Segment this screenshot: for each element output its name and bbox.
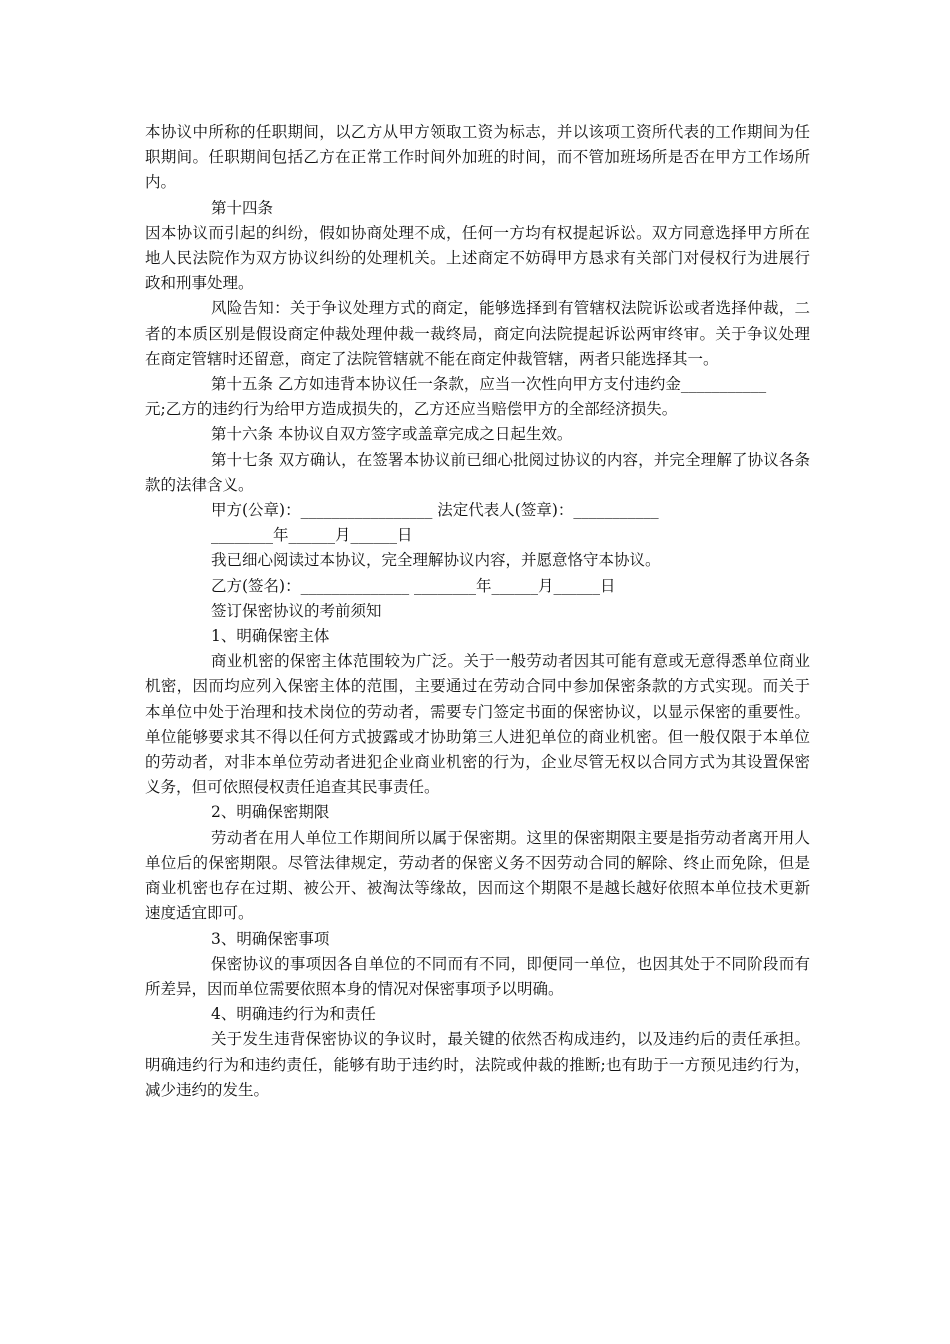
acknowledgement-statement: 我已细心阅读过本协议，完全理解协议内容，并愿意恪守本协议。 bbox=[211, 551, 661, 570]
paragraph-risk-notice: 风险告知：关于争议处理方式的商定，能够选择到有管辖权法院诉讼或者选择仲裁，二者的本质区别是假设商定仲裁处理仲裁一裁终局，商定向法院提起诉讼两审终审。关于争议处理在商定管辖时还留意，商定了法院管辖就不能在商定仲裁管辖，两者只能选择其一。 bbox=[145, 299, 810, 368]
date-line-party-a: ________年______月______日 bbox=[211, 526, 413, 545]
paragraph-confidentiality-period: 劳动者在用人单位工作期间所以属于保密期。这里的保密期限主要是指劳动者离开用人单位后的保密期限。尽管法律规定，劳动者的保密义务不因劳动合同的解除、终止而免除，但是商业机密也存在过期、被公开、被淘汰等缘故，因而这个期限不是越长越好依照本单位技术更新速度适宜即可。 bbox=[145, 828, 810, 923]
paragraph-confidentiality-matters: 保密协议的事项因各自单位的不同而有不同，即便同一单位，也因其处于不同阶段而有所差异，因而单位需要依照本身的情况对保密事项予以明确。 bbox=[145, 954, 810, 998]
paragraph-article-16: 第十六条 本协议自双方签字或盖章完成之日起生效。 bbox=[211, 425, 573, 444]
heading-breach-liability: 4、明确违约行为和责任 bbox=[211, 1005, 376, 1024]
paragraph-tenure-definition: 本协议中所称的任职期间，以乙方从甲方领取工资为标志，并以该项工资所代表的工作期间为任职期间。任职期间包括乙方在正常工作时间外加班的时间，而不管加班场所是否在甲方工作场所内。 bbox=[145, 123, 810, 192]
heading-article-14: 第十四条 bbox=[211, 198, 274, 217]
heading-confidentiality-period: 2、明确保密期限 bbox=[211, 803, 330, 822]
paragraph-confidentiality-subject: 商业机密的保密主体范围较为广泛。关于一般劳动者因其可能有意或无意得悉单位商业机密，因而均应列入保密主体的范围，主要通过在劳动合同中参加保密条款的方式实现。而关于本单位中处于治理和技术岗位的劳动者，需要专门签定书面的保密协议，以显示保密的重要性。单位能够要求其不得以任何方式披露或才协助第三人进犯单位的商业机密。但一般仅限于本单位的劳动者，对非本单位劳动者进犯企业商业机密的行为，企业尽管无权以合同方式为其设置保密义务，但可依照侵权责任追查其民事责任。 bbox=[145, 652, 810, 797]
paragraph-dispute-litigation: 因本协议而引起的纠纷，假如协商处理不成，任何一方均有权提起诉讼。双方同意选择甲方所在地人民法院作为双方协议纠纷的处理机关。上述商定不妨碍甲方恳求有关部门对侵权行为进展行政和刑事处理。 bbox=[145, 223, 810, 293]
paragraph-article-15-damages: 元;乙方的违约行为给甲方造成损失的，乙方还应当赔偿甲方的全部经济损失。 bbox=[145, 400, 678, 419]
signature-line-party-b: 乙方(签名)：______________ ________年______月______日 bbox=[211, 576, 616, 595]
paragraph-article-15-penalty: 第十五条 乙方如违背本协议任一条款，应当一次性向甲方支付违约金___________ bbox=[211, 375, 767, 394]
heading-confidentiality-matters: 3、明确保密事项 bbox=[211, 929, 330, 948]
paragraph-breach-liability: 关于发生违背保密协议的争议时，最关键的依然否构成违约，以及违约后的责任承担。明确违约行为和违约责任，能够有助于违约时，法院或仲裁的推断;也有助于一方预见违约行为，减少违约的发生。 bbox=[145, 1030, 810, 1099]
signature-line-party-a: 甲方(公章)：_________________ 法定代表人(签章)：___________ bbox=[211, 501, 659, 520]
heading-confidentiality-subject: 1、明确保密主体 bbox=[211, 627, 330, 646]
paragraph-article-17: 第十七条 双方确认，在签署本协议前已细心批阅过协议的内容，并完全理解了协议各条款的法律含义。 bbox=[145, 450, 810, 494]
document-body bbox=[145, 120, 810, 1103]
section-title-precautions: 签订保密协议的考前须知 bbox=[211, 601, 382, 620]
